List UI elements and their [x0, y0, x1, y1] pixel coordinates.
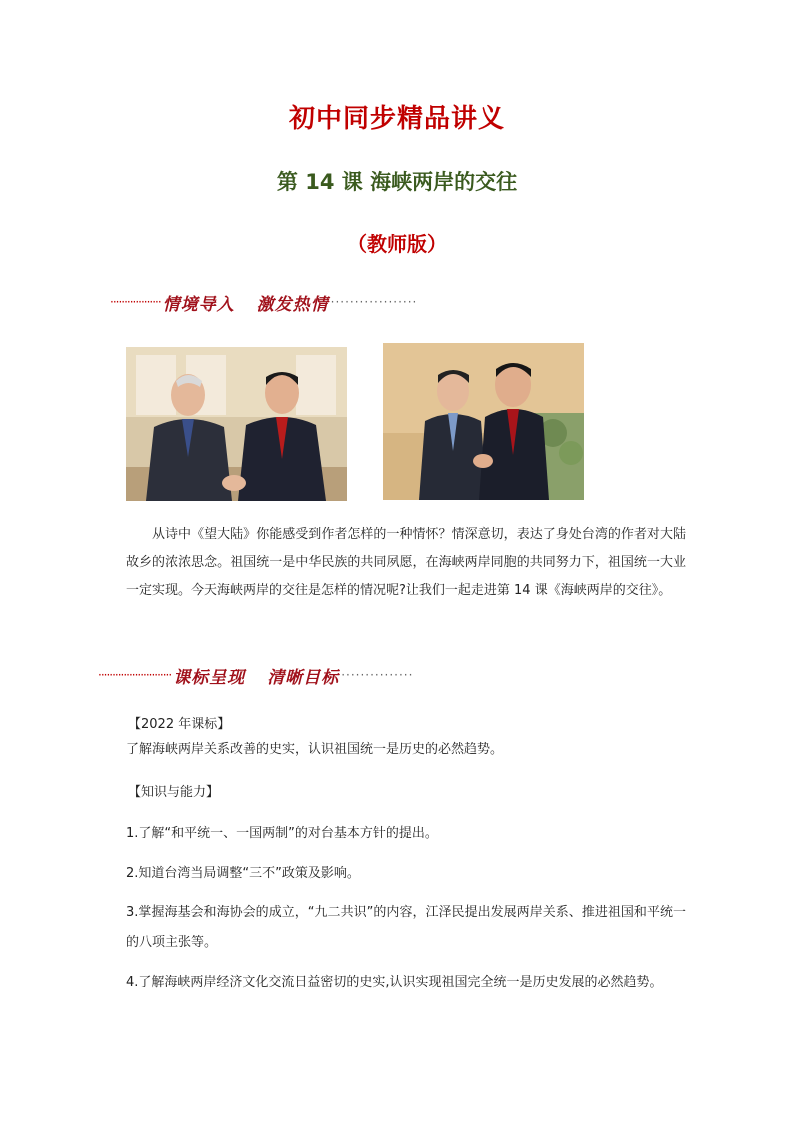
- section-title-part2: 激发热情: [256, 294, 329, 315]
- section-title-part1: 课标呈现: [173, 667, 246, 688]
- dot-leader-left: ··················: [110, 295, 161, 309]
- photo-handshake-left: [126, 347, 347, 501]
- list-item: 3.掌握海基会和海协会的成立，“九二共识”的内容，江泽民提出发展两岸关系、推进祖国和平统一的八项主张等。: [126, 905, 686, 950]
- list-item: 4.了解海峡两岸经济文化交流日益密切的史实,认识实现祖国完全统一是历史发展的必然趋势。: [126, 975, 663, 990]
- list-item: 1.了解“和平统一、一国两制”的对台基本方针的提出。: [126, 826, 438, 841]
- edition-label: （教师版）: [347, 232, 447, 256]
- main-title: 初中同步精品讲义: [288, 104, 505, 134]
- dot-leader-right: ···············: [341, 668, 414, 682]
- photo-handshake-right: [383, 343, 584, 500]
- list-item: 2.知道台湾当局调整“三不”政策及影响。: [126, 866, 360, 881]
- section-header-standard: [98, 663, 413, 687]
- dot-leader-right: ··················: [330, 295, 418, 309]
- standard-text: 了解海峡两岸关系改善的史实，认识祖国统一是历史的必然趋势。: [126, 742, 504, 757]
- lesson-title: 第 14 课 海峡两岸的交往: [276, 170, 518, 194]
- intro-paragraph: 从诗中《望大陆》你能感受到作者怎样的一种情怀？情深意切，表达了身处台湾的作者对大陆故乡的浓浓思念。祖国统一是中华民族的共同夙愿，在海峡两岸同胞的共同努力下，祖国统一大业一定实现。今天海峡两岸的交往是怎样的情况呢?让我们一起走进第 14 课《海峡两岸的交往》。: [126, 527, 686, 598]
- standard-label: 【2022 年课标】: [128, 717, 231, 732]
- dot-leader-left: ··························: [98, 668, 172, 682]
- knowledge-label: 【知识与能力】: [128, 785, 220, 800]
- section-header-intro: [110, 290, 417, 314]
- section-title-part1: 情境导入: [162, 294, 235, 315]
- section-title-part2: 清晰目标: [267, 667, 340, 688]
